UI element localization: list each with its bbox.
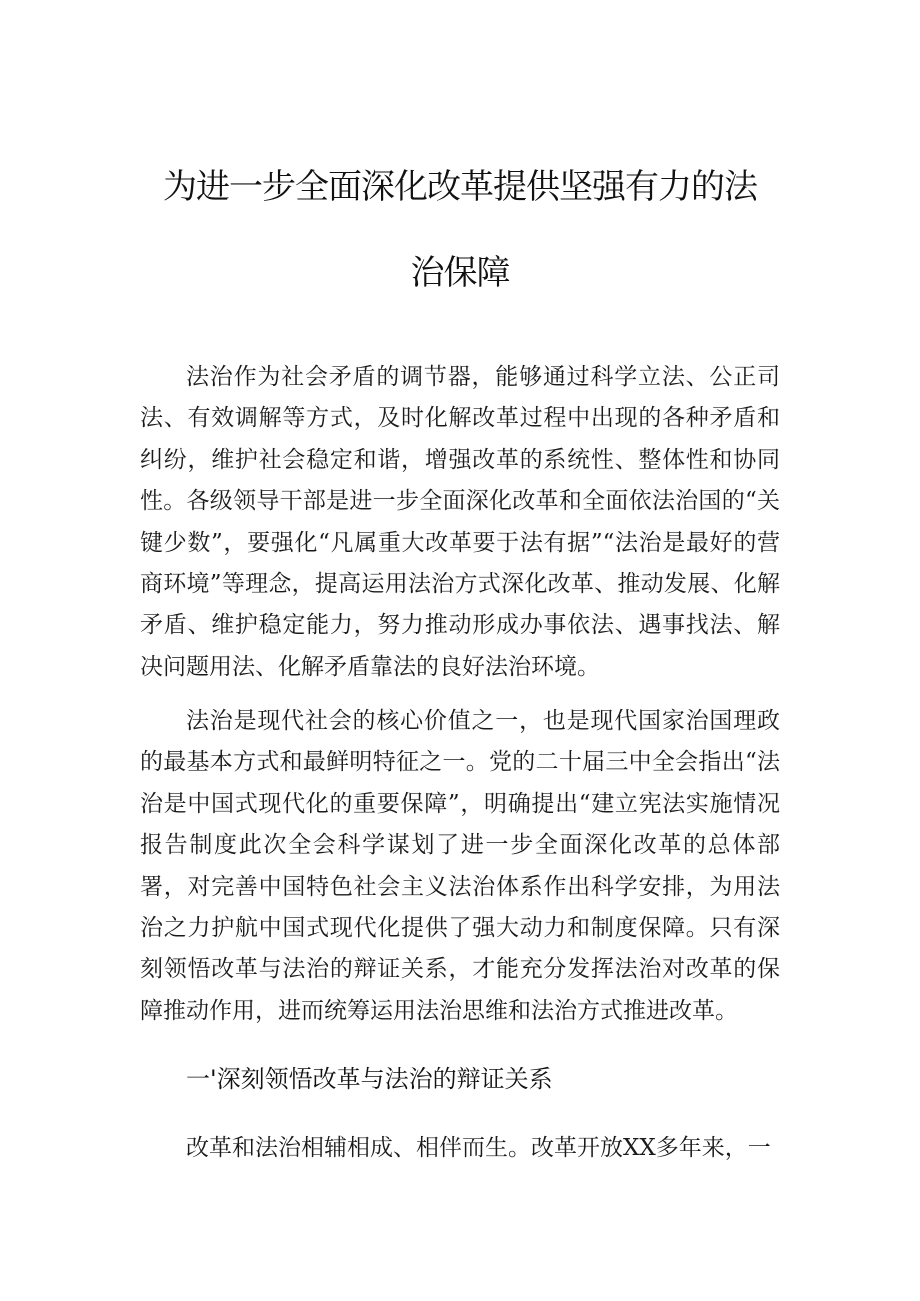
body-paragraph-2: 法治是现代社会的核心价值之一，也是现代国家治国理政的最基本方式和最鲜明特征之一。党的二十届三中全会指出“法治是中国式现代化的重要保障”，明确提出“建立宪法实施情况报告制度此次全会科学谋划了进一步全面深化改革的总体部署，对完善中国特色社会主义法治体系作出科学安排，为用法治之力护航中国式现代化提供了强大动力和制度保障。只有深刻领悟改革与法治的辩证关系，才能充分发挥法治对改革的保障推动作用，进而统筹运用法治思维和法治方式推进改革。 xyxy=(140,708,780,1024)
document-title-line-2: 治保障 xyxy=(410,253,510,293)
document-title-line-1: 为进一步全面深化改革提供坚强有力的法 xyxy=(163,167,757,207)
body-paragraph-1: 法治作为社会矛盾的调节器，能够通过科学立法、公正司法、有效调解等方式，及时化解改革过程中出现的各种矛盾和纠纷，维护社会稳定和谐，增强改革的系统性、整体性和协同性。各级领导干部是进一步全面深化改革和全面依法治国的“关键少数”，要强化“凡属重大改革要于法有据”“法治是最好的营商环境”等理念，提高运用法治方式深化改革、推动发展、化解矛盾、维护稳定能力，努力推动形成办事依法、遇事找法、解决问题用法、化解矛盾靠法的良好法治环境。 xyxy=(140,364,780,680)
section-heading: 一'深刻领悟改革与法治的辩证关系 xyxy=(186,1065,553,1093)
body-paragraph-3: 改革和法治相辅相成、相伴而生。改革开放XX多年来，一 xyxy=(186,1135,771,1161)
